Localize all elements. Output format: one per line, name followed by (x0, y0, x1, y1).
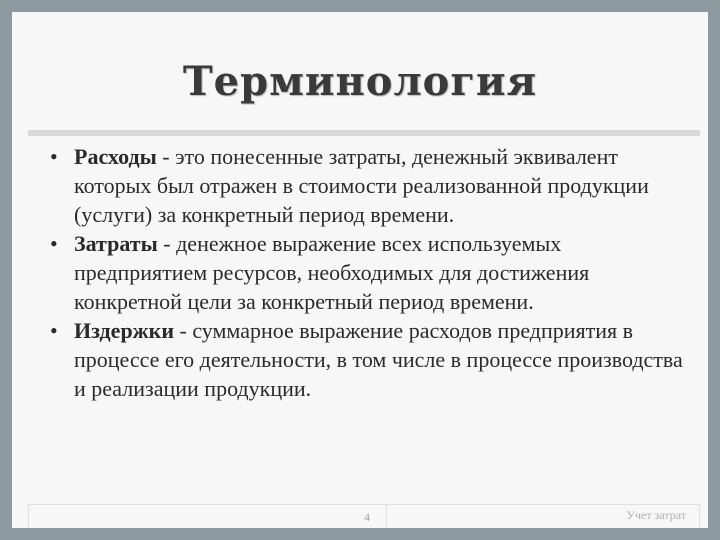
bullet-icon: • (50, 231, 58, 256)
footer-caption: Учет затрат (626, 508, 686, 522)
term-label: Издержки (74, 318, 174, 343)
term-label: Расходы (74, 144, 157, 169)
list-item (50, 316, 690, 403)
list-item (50, 229, 690, 316)
footer-divider (386, 504, 387, 528)
term-definition: - суммарное выражение расходов предприятия в процессе его деятельности, в том числе в процессе производства и реализации продукции. (74, 318, 683, 401)
bullet-icon: • (50, 318, 58, 343)
term-definition: - денежное выражение всех используемых предприятием ресурсов, необходимых для достижения конкретной цели за конкретный период времени. (74, 231, 590, 314)
page-number: 4 (364, 510, 370, 524)
bullet-icon: • (50, 144, 58, 169)
term-label: Затраты (74, 231, 158, 256)
term-definition: - это понесенные затраты, денежный эквивалент которых был отражен в стоимости реализованной продукции (услуги) за конкретный период времени. (74, 144, 649, 227)
list-item (50, 142, 690, 229)
bullet-list (50, 142, 690, 403)
slide-title: Терминология (182, 58, 538, 105)
slide (12, 12, 708, 528)
title-divider (28, 130, 700, 136)
